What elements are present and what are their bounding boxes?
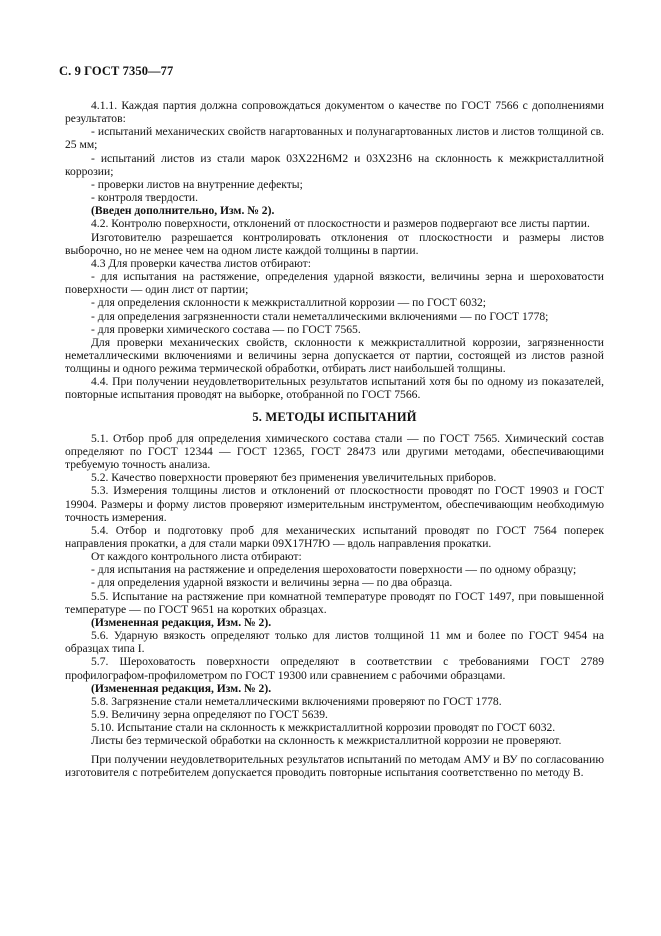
paragraph-text: При получении неудовлетворительных результатов испытаний по методам АМУ и ВУ по согласованию изготовителя с потребителем допускается проводить повторные испытания соответственно по методу В. xyxy=(65,752,604,779)
paragraph-5-4: 5.4. Отбор и подготовку проб для механических испытаний проводят по ГОСТ 7564 поперек направления прокатки, а для стали марки 09Х17Н7Ю — вдоль направления прокатки. xyxy=(65,523,604,550)
paragraph-4-2: 4.2. Контролю поверхности, отклонений от плоскостности и размеров подвергают все листы партии. xyxy=(91,217,590,231)
list-item: - для испытания на растяжение и определения шероховатости поверхности — по одному образцу; xyxy=(91,563,577,577)
paragraph-4-4: 4.4. При получении неудовлетворительных результатов испытаний хотя бы по одному из показателей, повторные испытания проводят на выборке, отобранной по ГОСТ 7566. xyxy=(65,375,604,402)
paragraph-5-2: 5.2. Качество поверхности проверяют без применения увеличительных приборов. xyxy=(91,471,497,485)
list-item: - испытаний листов из стали марок 03Х22Н6М2 и 03Х23Н6 на склонность к межкристаллитной коррозии; xyxy=(65,151,604,178)
paragraph-4-1-1: 4.1.1. Каждая партия должна сопровождаться документом о качестве по ГОСТ 7566 с дополнениями результатов: xyxy=(65,99,604,126)
list-item: - для проверки химического состава — по ГОСТ 7565. xyxy=(91,322,361,336)
list-item: - для определения ударной вязкости и величины зерна — по два образца. xyxy=(91,576,453,590)
list-item: - проверки листов на внутренние дефекты; xyxy=(91,177,303,191)
paragraph-text: Для проверки механических свойств, склонности к межкристаллитной коррозии, загрязненности неметаллическими включениями и величины зерна допускается от партии, состоящей из листов разной толщины и одного режима термической обработки, отбирать лист наибольшей толщины. xyxy=(65,335,604,376)
paragraph-text: Изготовителю разрешается контролировать отклонения от плоскостности и размеры листов выборочно, но не менее чем на одном листе каждой толщины в партии. xyxy=(65,230,604,257)
paragraph-5-3: 5.3. Измерения толщины листов и отклонений от плоскостности проводят по ГОСТ 19903 и ГОСТ 19904. Размеры и форму листов проверяют измерительным инструментом, обеспечивающим необходимую точность измерения. xyxy=(65,484,604,524)
list-item: - для определения загрязненности стали неметаллическими включениями — по ГОСТ 1778; xyxy=(91,309,549,323)
list-item: - для испытания на растяжение, определения ударной вязкости, величины зерна и шероховатости поверхности — один лист от партии; xyxy=(65,270,604,297)
document-body xyxy=(65,99,604,779)
paragraph-4-3: 4.3 Для проверки качества листов отбирают: xyxy=(91,256,311,270)
paragraph-5-5: 5.5. Испытание на растяжение при комнатной температуре проводят по ГОСТ 1497, при повышенной температуре — по ГОСТ 9651 на коротких образцах. xyxy=(65,589,604,616)
paragraph-5-10: 5.10. Испытание стали на склонность к межкристаллитной коррозии проводят по ГОСТ 6032. xyxy=(91,721,556,735)
paragraph-5-8: 5.8. Загрязнение стали неметаллическими включениями проверяют по ГОСТ 1778. xyxy=(91,694,502,708)
paragraph-5-6: 5.6. Ударную вязкость определяют только для листов толщиной 11 мм и более по ГОСТ 9454 на образцах типа I. xyxy=(65,629,604,656)
section-title: 5. МЕТОДЫ ИСПЫТАНИЙ xyxy=(252,409,417,424)
paragraph-5-9: 5.9. Величину зерна определяют по ГОСТ 5639. xyxy=(91,708,328,722)
page-header: С. 9 ГОСТ 7350—77 xyxy=(59,64,174,78)
amendment-note: (Измененная редакция, Изм. № 2). xyxy=(91,681,272,695)
list-item: - для определения склонности к межкристаллитной коррозии — по ГОСТ 6032; xyxy=(91,296,487,310)
amendment-note: (Введен дополнительно, Изм. № 2). xyxy=(91,204,275,218)
paragraph-text: Листы без термической обработки на склонность к межкристаллитной коррозии не проверяют. xyxy=(91,734,562,748)
paragraph-text: От каждого контрольного листа отбирают: xyxy=(91,550,302,564)
paragraph-5-7: 5.7. Шероховатость поверхности определяют в соответствии с требованиями ГОСТ 2789 профилографом-профилометром по ГОСТ 19300 или сравнением с рабочими образцами. xyxy=(65,655,604,682)
amendment-note: (Измененная редакция, Изм. № 2). xyxy=(91,615,272,629)
list-item: - испытаний механических свойств нагартованных и полунагартованных листов и листов толщиной св. 25 мм; xyxy=(65,125,604,152)
paragraph-5-1: 5.1. Отбор проб для определения химического состава стали — по ГОСТ 7565. Химический состав определяют по ГОСТ 12344 — ГОСТ 12365, ГОСТ 28473 или другими методами, обеспечивающими требуемую точность анализа. xyxy=(65,431,604,472)
list-item: - контроля твердости. xyxy=(91,191,199,205)
